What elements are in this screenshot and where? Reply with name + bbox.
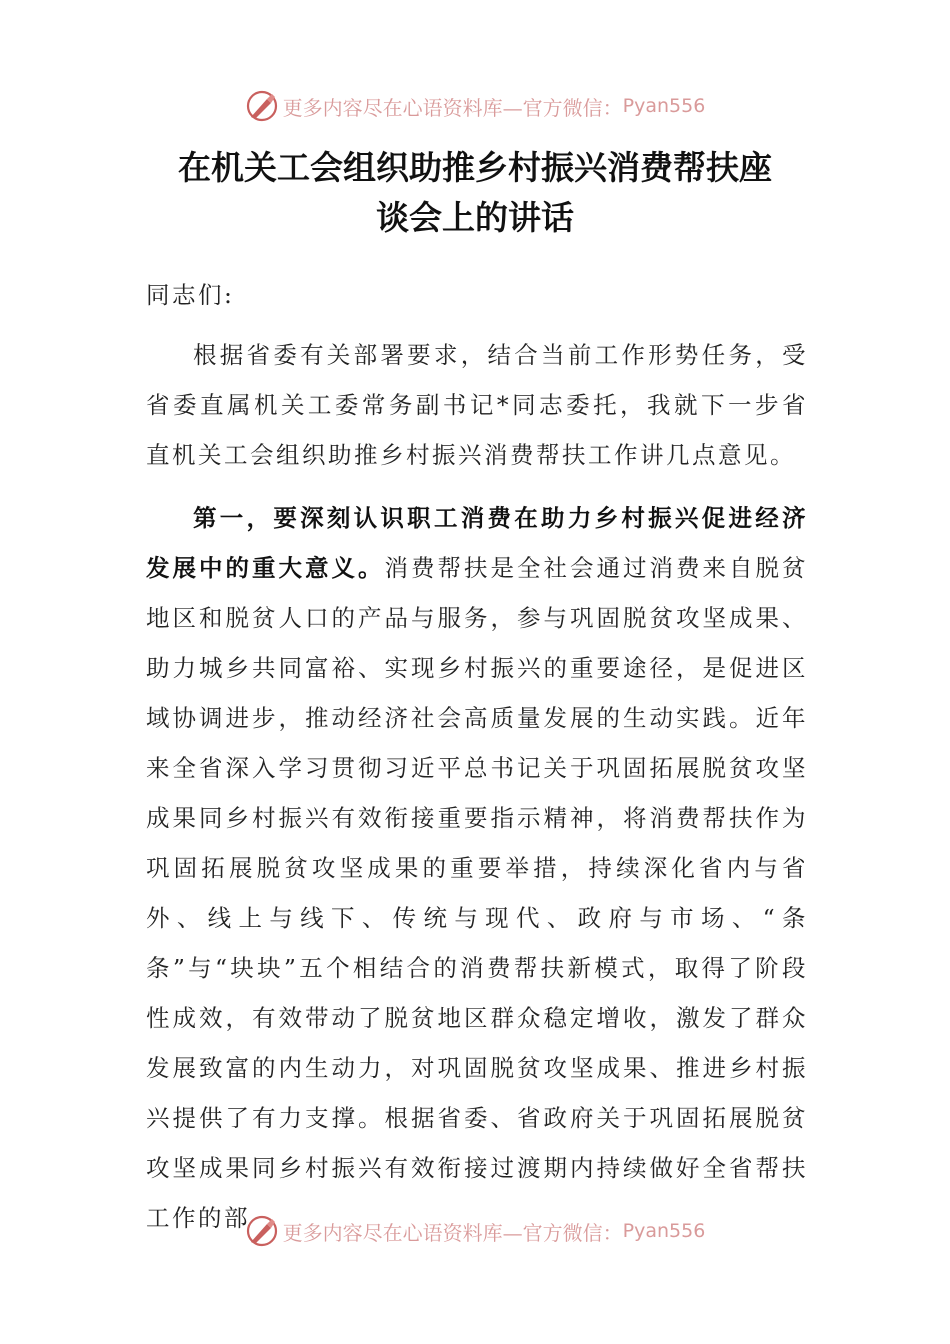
title-line-1: 在机关工会组织助推乡村振兴消费帮扶座 — [178, 148, 772, 187]
watermark-text: 更多内容尽在心语资料库—官方微信： — [282, 95, 623, 120]
paragraph-2 — [146, 493, 808, 1243]
pen-nib-circle-icon — [245, 1214, 279, 1248]
header-watermark — [0, 86, 950, 126]
watermark-text: 更多内容尽在心语资料库—官方微信： — [282, 1220, 623, 1245]
document-title — [100, 143, 850, 243]
paragraph-2-heading: 第一，要深刻认识职工消费在助力乡村振兴促进经济发展中的重大意义。 — [146, 504, 808, 582]
watermark-wechat-id: Pyan556 — [622, 95, 706, 117]
pen-nib-circle-icon — [245, 89, 279, 123]
title-line-2: 谈会上的讲话 — [376, 198, 574, 237]
greeting: 同志们: — [146, 281, 235, 309]
paragraph-1: 根据省委有关部署要求，结合当前工作形势任务，受省委直属机关工委常务副书记*同志委托，我就下一步省直机关工会组织助推乡村振兴消费帮扶工作讲几点意见。 — [146, 341, 808, 469]
footer-watermark — [0, 1211, 950, 1251]
paragraph-2-body: 消费帮扶是全社会通过消费来自脱贫地区和脱贫人口的产品与服务，参与巩固脱贫攻坚成果、助力城乡共同富裕、实现乡村振兴的重要途径，是促进区域协调进步，推动经济社会高质量发展的生动实践。近年来全省深入学习贯彻习近平总书记关于巩固拓展脱贫攻坚成果同乡村振兴有效衔接重要指示精神，将消费帮扶作为巩固拓展脱贫攻坚成果的重要举措，持续深化省内与省外、线上与线下、传统与现代、政府与市场、“条条”与“块块”五个相结合的消费帮扶新模式，取得了阶段性成效，有效带动了脱贫地区群众稳定增收，激发了群众发展致富的内生动力，对巩固脱贫攻坚成果、推进乡村振兴提供了有力支撑。根据省委、省政府关于巩固拓展脱贫攻坚成果同乡村振兴有效衔接过渡期内持续做好全省帮扶工作的部 — [146, 554, 808, 1232]
watermark-wechat-id: Pyan556 — [622, 1220, 706, 1242]
